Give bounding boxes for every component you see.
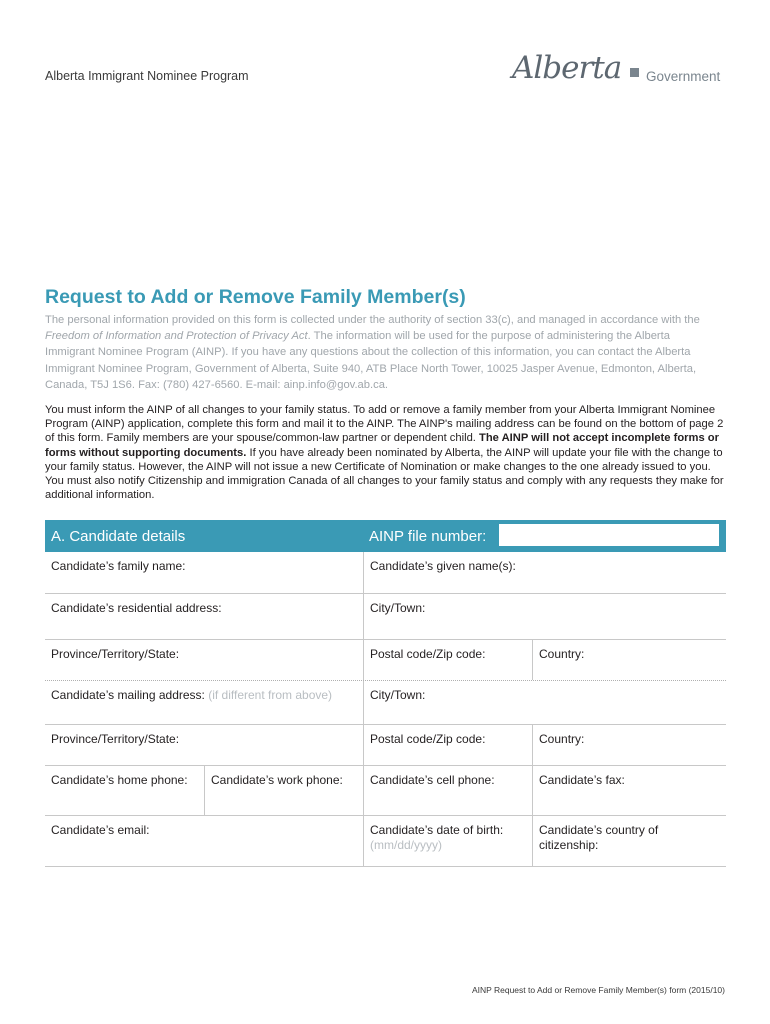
cell-phone-label: Candidate’s cell phone:: [370, 773, 495, 787]
residential-city-label: City/Town:: [370, 601, 426, 615]
given-names-field[interactable]: [363, 552, 726, 593]
instructions: [45, 403, 725, 502]
program-name: Alberta Immigrant Nominee Program: [45, 69, 249, 83]
given-names-label: Candidate’s given name(s):: [370, 559, 516, 573]
row-mailing-region: [45, 725, 726, 766]
mailing-postal-label: Postal code/Zip code:: [370, 732, 486, 746]
logo-script: Alberta: [512, 50, 622, 86]
mailing-country-field[interactable]: [532, 725, 726, 765]
logo-government: Government: [646, 69, 721, 84]
fax-label: Candidate’s fax:: [539, 773, 625, 787]
section-a-header: [45, 520, 726, 552]
cell-phone-field[interactable]: [363, 766, 532, 815]
residential-country-label: Country:: [539, 647, 585, 661]
row-names: [45, 552, 726, 594]
work-phone-field[interactable]: [204, 766, 363, 815]
dob-label: Candidate’s date of birth:: [370, 823, 504, 837]
row-mailing: [45, 681, 726, 725]
dob-field[interactable]: [363, 816, 532, 866]
residential-postal-label: Postal code/Zip code:: [370, 647, 486, 661]
family-name-field[interactable]: [45, 552, 363, 593]
fax-field[interactable]: [532, 766, 726, 815]
row-email-dob: [45, 816, 726, 867]
ainp-file-label: AINP file number:: [369, 528, 487, 545]
email-field[interactable]: [45, 816, 363, 866]
privacy-text-2: . The information will be used for the purpose of administering the Alberta Immigrant Nominee Program (AINP). If you have any questions about the collection of this information, you can contact the Alberta Immigrant Nominee Program, Government of Alberta, Suite 940, ATB Place North Tower, 10025 Jasper Avenue, Edmonton, Alberta, Canada, T5J 1S6. Fax: (780) 427-6560. E-mail: ainp.info@gov.ab.ca.: [45, 330, 697, 391]
mailing-city-field[interactable]: [363, 681, 726, 724]
citizenship-field[interactable]: [532, 816, 726, 866]
residential-province-field[interactable]: [45, 640, 363, 680]
residential-address-label: Candidate’s residential address:: [51, 601, 222, 615]
dob-hint: (mm/dd/yyyy): [370, 838, 442, 852]
mailing-province-label: Province/Territory/State:: [51, 732, 180, 746]
home-phone-label: Candidate’s home phone:: [51, 773, 188, 787]
mailing-address-label: Candidate’s mailing address:: [51, 688, 205, 702]
privacy-notice: [45, 312, 720, 393]
family-name-label: Candidate’s family name:: [51, 559, 186, 573]
form-title: Request to Add or Remove Family Member(s): [45, 286, 466, 308]
residential-country-field[interactable]: [532, 640, 726, 680]
home-phone-field[interactable]: [45, 766, 204, 815]
logo-mark-icon: [630, 68, 639, 77]
intro-warning: The AINP will not accept incomplete forms or forms without supporting documents.: [45, 432, 719, 459]
row-residential-region: [45, 640, 726, 681]
mailing-province-field[interactable]: [45, 725, 363, 765]
privacy-text-1: The personal information provided on this form is collected under the authority of section 33(c), and managed in accordance with the: [45, 314, 700, 326]
mailing-city-label: City/Town:: [370, 688, 426, 702]
row-residential: [45, 594, 726, 640]
intro-text-2: If you have already been nominated by Alberta, the AINP will update your file with the change to your family status. However, the AINP will not issue a new Certificate of Nomination or make changes to the one already issued to you. You must also notify Citizenship and immigration Canada of all changes to your family status and comply with any requests they make for additional information.: [45, 446, 724, 502]
citizenship-label: Candidate’s country of citizenship:: [539, 823, 659, 852]
row-phones: [45, 766, 726, 816]
ainp-file-input[interactable]: [498, 523, 720, 547]
residential-postal-field[interactable]: [363, 640, 532, 680]
privacy-act-name: Freedom of Information and Protection of Privacy Act: [45, 330, 308, 343]
section-a-title: A. Candidate details: [51, 528, 186, 545]
mailing-address-hint: (if different from above): [208, 688, 333, 702]
alberta-logo: [512, 50, 727, 96]
residential-province-label: Province/Territory/State:: [51, 647, 180, 661]
intro-text-1: You must inform the AINP of all changes to your family status. To add or remove a family member from your Alberta Immigrant Nominee Program (AINP) application, complete this form and mail it to the AINP. The AINP's mailing address can be found on the bottom of page 2 of this form. Family members are your spouse/common-law partner or dependent child.: [45, 404, 724, 445]
footer-form-id: AINP Request to Add or Remove Family Member(s) form (2015/10): [471, 985, 725, 995]
mailing-country-label: Country:: [539, 732, 585, 746]
residential-city-field[interactable]: [363, 594, 726, 639]
mailing-postal-field[interactable]: [363, 725, 532, 765]
mailing-address-field[interactable]: [45, 681, 363, 724]
email-label: Candidate’s email:: [51, 823, 150, 837]
work-phone-label: Candidate’s work phone:: [211, 773, 343, 787]
residential-address-field[interactable]: [45, 594, 363, 639]
